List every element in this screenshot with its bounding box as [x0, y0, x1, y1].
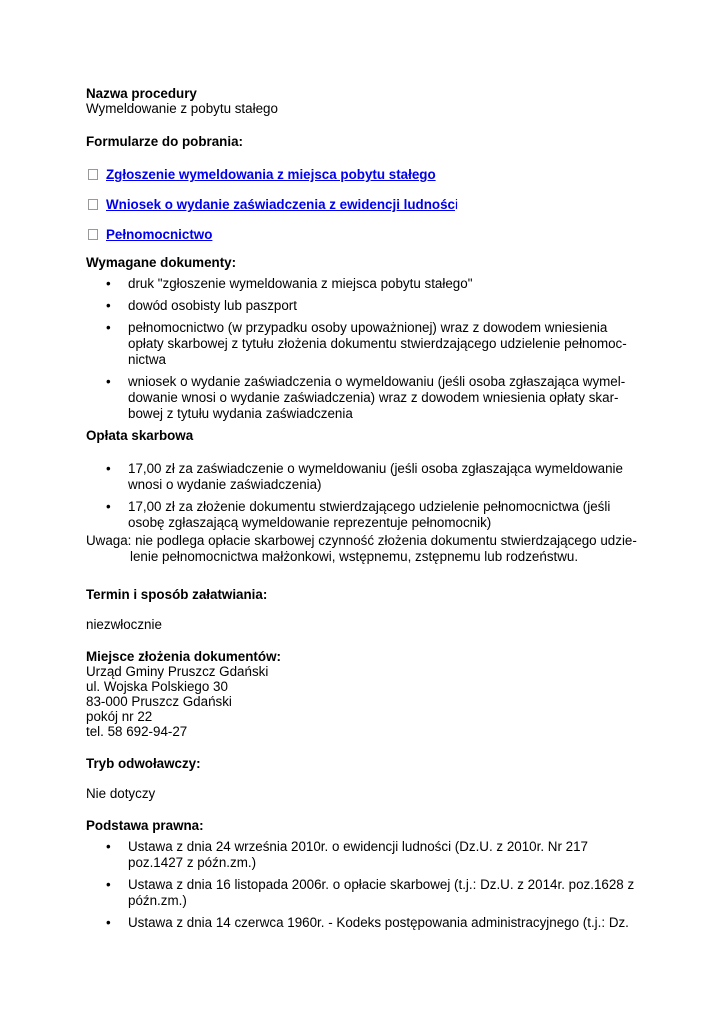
form-link-row [86, 197, 646, 212]
list-item: • Ustawa z dnia 14 czerwca 1960r. - Kodeks postępowania administracyjnego (t.j.: Dz. [86, 915, 646, 931]
form-link-row [86, 227, 646, 242]
form-link-row [86, 167, 646, 182]
deadline-label: Termin i sposób załatwiania: [86, 587, 268, 602]
deadline-value: niezwłocznie [86, 617, 162, 632]
place-line: ul. Wojska Polskiego 30 [86, 679, 228, 694]
form-link-deregistration[interactable]: Zgłoszenie wymeldowania z miejsca pobytu stałego [106, 167, 436, 182]
legal-label: Podstawa prawna: [86, 818, 204, 833]
checkbox-icon [88, 169, 98, 180]
document-page [86, 86, 646, 931]
forms-label: Formularze do pobrania: [86, 134, 243, 149]
list-item: • 17,00 zł za złożenie dokumentu stwierdzającego udzielenie pełnomocnictwa (jeśli osobę zgłaszającą wymeldowanie reprezentuje pełnomocnik) [86, 499, 646, 531]
procedure-value: Wymeldowanie z pobytu stałego [86, 101, 278, 116]
required-docs-label: Wymagane dokumenty: [86, 255, 237, 270]
list-item: • wniosek o wydanie zaświadczenia o wymeldowaniu (jeśli osoba zgłaszająca wymeldowanie wnosi o wydanie zaświadczenia) wraz z dowodem wniesienia opłaty skarbowej z tytułu wydania zaświadczenia [86, 374, 646, 422]
list-item: • Ustawa z dnia 24 września 2010r. o ewidencji ludności (Dz.U. z 2010r. Nr 217 poz.1427 z późn.zm.) [86, 839, 646, 871]
form-link-certificate-request[interactable]: Wniosek o wydanie zaświadczenia z ewidencji ludnośc [106, 197, 455, 212]
fee-label: Opłata skarbowa [86, 428, 194, 443]
required-docs-list [86, 276, 646, 422]
list-item: • 17,00 zł za zaświadczenie o wymeldowaniu (jeśli osoba zgłaszająca wymeldowanie wnosi o wydanie zaświadczenia) [86, 461, 646, 493]
form-link-tail: i [455, 197, 458, 212]
form-link-power-of-attorney[interactable]: Pełnomocnictwo [106, 227, 213, 242]
legal-list [86, 839, 646, 931]
checkbox-icon [88, 199, 98, 210]
fee-list [86, 461, 646, 531]
list-item: • druk "zgłoszenie wymeldowania z miejsca pobytu stałego" [86, 276, 646, 292]
list-item: • Ustawa z dnia 16 listopada 2006r. o opłacie skarbowej (t.j.: Dz.U. z 2014r. poz.1628 z późn.zm.) [86, 877, 646, 909]
place-label: Miejsce złożenia dokumentów: [86, 649, 281, 664]
appeal-value: Nie dotyczy [86, 786, 156, 801]
place-line: pokój nr 22 [86, 709, 153, 724]
fee-note: Uwaga: nie podlega opłacie skarbowej czynność złożenia dokumentu stwierdzającego udzielenie pełnomocnictwa małżonkowi, wstępnemu, zstępnemu lub rodzeństwu. [86, 533, 637, 564]
procedure-label: Nazwa procedury [86, 86, 197, 101]
checkbox-icon [88, 229, 98, 240]
place-line: tel. 58 692-94-27 [86, 724, 188, 739]
list-item: • dowód osobisty lub paszport [86, 298, 646, 314]
appeal-label: Tryb odwoławczy: [86, 756, 201, 771]
list-item: • pełnomocnictwo (w przypadku osoby upoważnionej) wraz z dowodem wniesienia opłaty skarbowej z tytułu złożenia dokumentu stwierdzającego udzielenie pełnomocnictwa [86, 320, 646, 368]
place-line: Urząd Gminy Pruszcz Gdański [86, 664, 269, 679]
place-line: 83-000 Pruszcz Gdański [86, 694, 232, 709]
